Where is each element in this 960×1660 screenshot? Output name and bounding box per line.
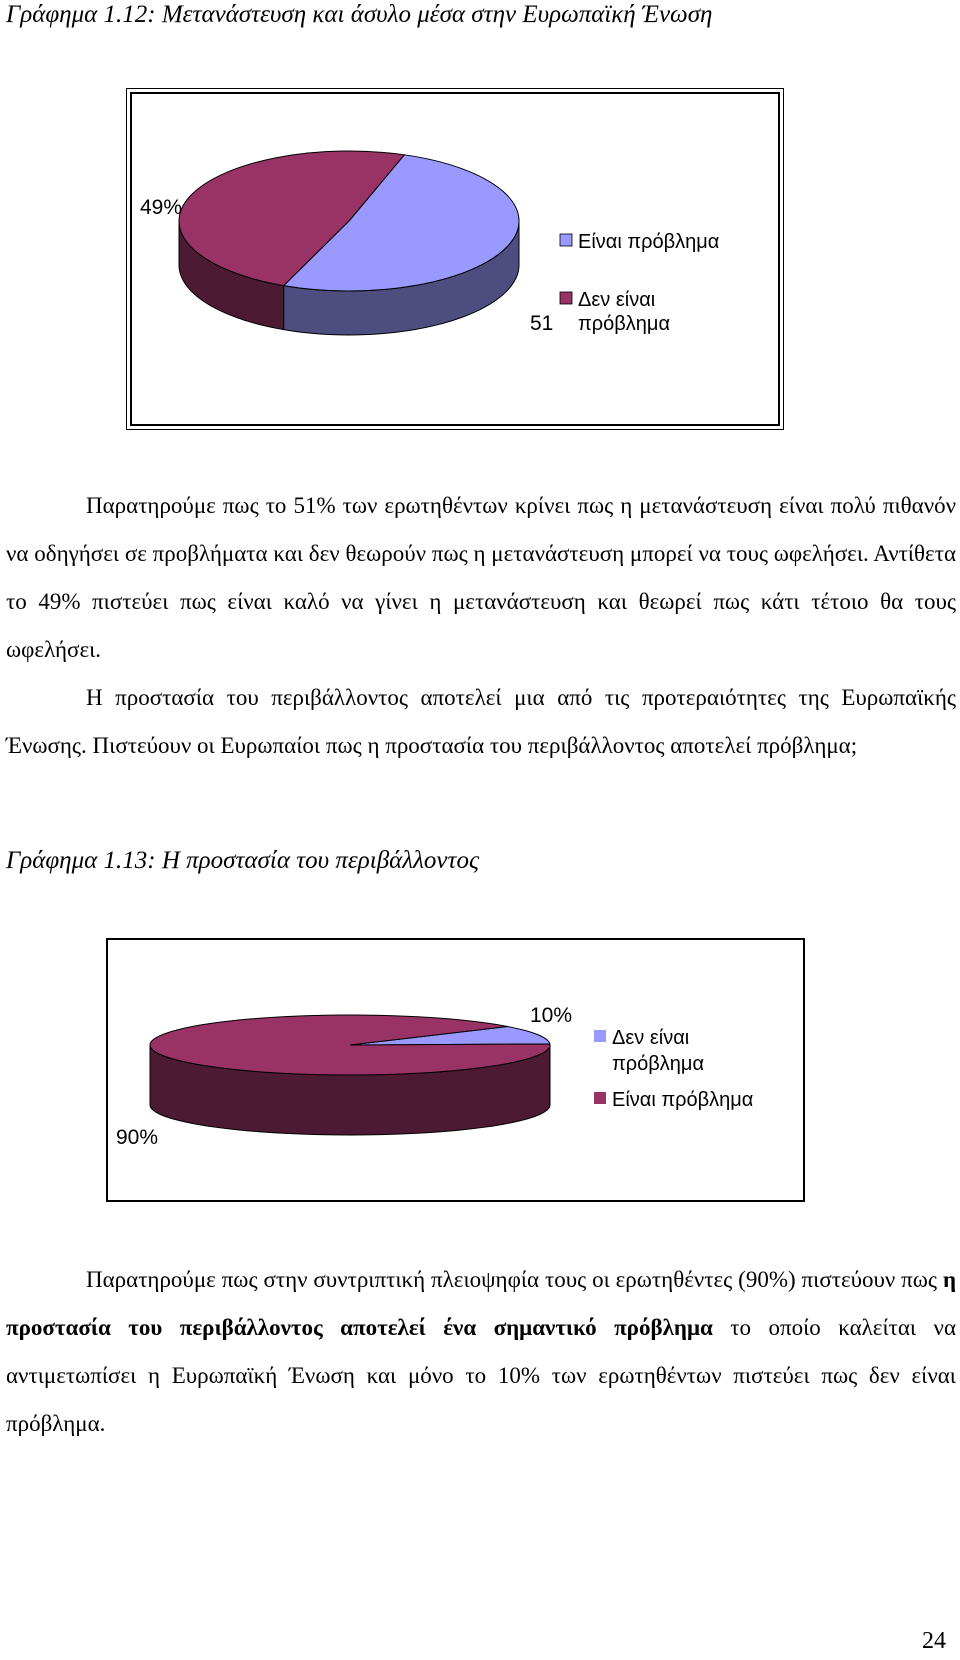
paragraph-1-block xyxy=(6,482,956,770)
chart-2-legend-swatch-b xyxy=(594,1092,606,1104)
chart-2-data-label-a: 10% xyxy=(530,1004,573,1027)
chart-2-legend-swatch-a xyxy=(594,1030,606,1042)
chart-1-legend-swatch-b xyxy=(560,292,572,304)
paragraph-3-bold: η προστασία του περιβάλλοντος αποτελεί ένα σημαντικό πρόβλημα xyxy=(6,1267,956,1340)
paragraph-3-text-before: Παρατηρούμε πως στην συντριπτική πλειοψηφία τους οι ερωτηθέντες (90%) πιστεύουν πως xyxy=(86,1267,943,1292)
chart-1-frame xyxy=(130,92,780,426)
chart-2-svg xyxy=(108,940,803,1200)
chart-2-slice-top-1 xyxy=(150,1015,550,1075)
paragraph-1: Παρατηρούμε πως το 51% των ερωτηθέντων κρίνει πως η μετανάστευση είναι πολύ πιθανόν να οδηγήσει σε προβλήματα και δεν θεωρούν πως η μετανάστευση μπορεί να τους ωφελήσει. Αντίθετα το 49% πιστεύει πως είναι καλό να γίνει η μετανάστευση και θεωρεί πως κάτι τέτοιο θα τους ωφελήσει. xyxy=(6,493,956,662)
chart-1-legend-label-b1: Δεν είναι xyxy=(578,289,656,311)
paragraph-3 xyxy=(6,1256,956,1448)
chart-2-legend-label-a2: πρόβλημα xyxy=(612,1053,705,1075)
chart-2-data-label-b: 90% xyxy=(116,1126,159,1149)
chart-2-legend-label-a1: Δεν είναι xyxy=(612,1027,690,1049)
chart-2-frame xyxy=(106,938,805,1202)
page-number: 24 xyxy=(922,1628,946,1654)
figure-caption-2: Γράφημα 1.13: Η προστασία του περιβάλλοντος xyxy=(6,847,480,874)
chart-1-legend-label-a: Είναι πρόβλημα xyxy=(578,231,720,253)
chart-1-legend-swatch-a xyxy=(560,234,572,246)
chart-2-legend-label-b: Είναι πρόβλημα xyxy=(612,1089,754,1111)
figure-caption-1: Γράφημα 1.12: Μετανάστευση και άσυλο μέσα στην Ευρωπαϊκή Ένωση xyxy=(6,1,713,28)
paragraph-3-block xyxy=(6,1256,956,1448)
chart-1-svg xyxy=(132,94,778,424)
chart-1-data-label-b: 49% xyxy=(140,196,183,219)
chart-1-data-label-a: 51 xyxy=(530,312,554,335)
paragraph-2: Η προστασία του περιβάλλοντος αποτελεί μια από τις προτεραιότητες της Ευρωπαϊκής Ένωσης. Πιστεύουν οι Ευρωπαίοι πως η προστασία του περιβάλλοντος αποτελεί πρόβλημα; xyxy=(6,685,956,758)
paragraph-3-text-after: το οποίο καλείται να αντιμετωπίσει η Ευρωπαϊκή Ένωση και μόνο το 10% των ερωτηθέντων πιστεύει πως δεν είναι πρόβλημα. xyxy=(6,1315,956,1436)
chart-1-legend-label-b2: πρόβλημα xyxy=(578,313,671,335)
